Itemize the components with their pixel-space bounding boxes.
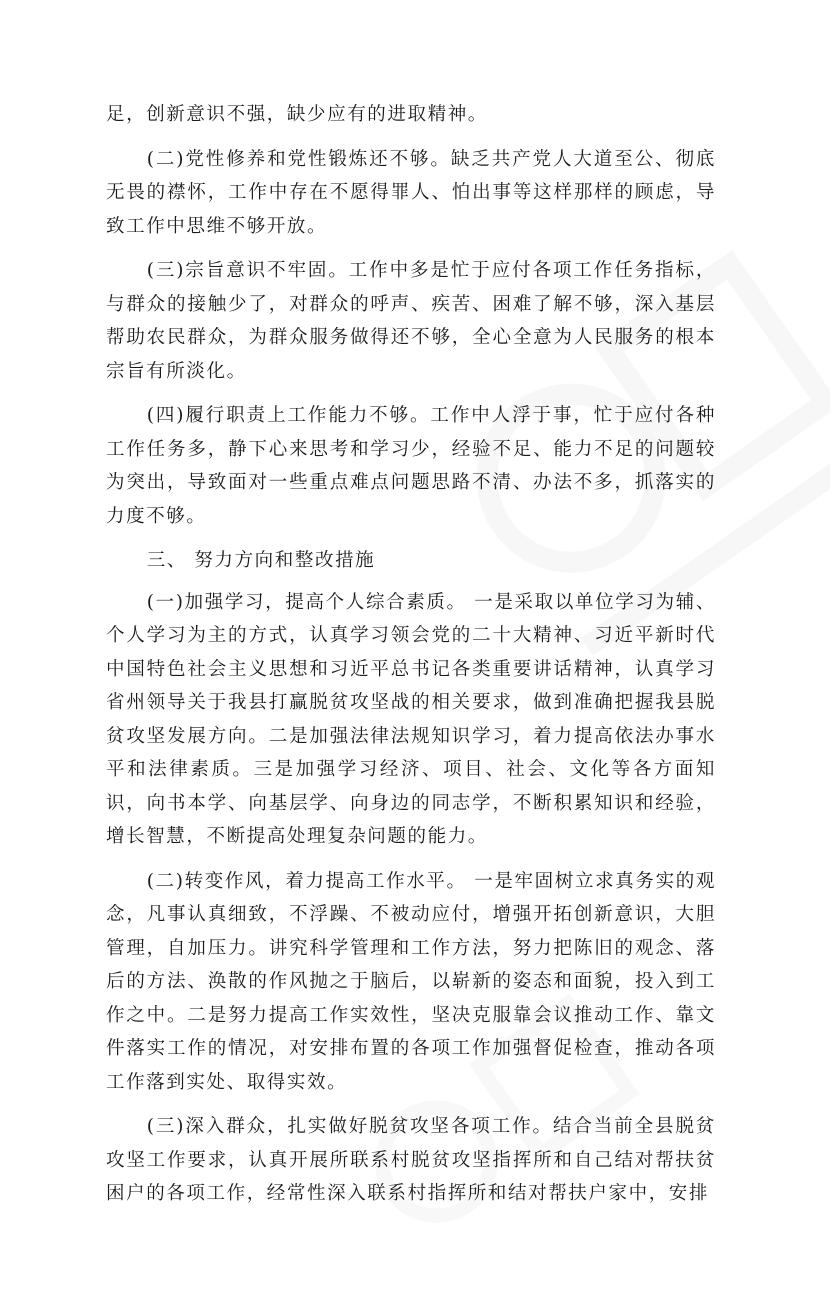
paragraph-deepen-masses: (三)深入群众，扎实做好脱贫攻坚各项工作。结合当前全县脱贫攻坚工作要求，认真开展所联系村脱贫攻坚指挥所和自己结对帮扶贫困户的各项工作，经常性深入联系村指挥所和结对帮扶户家中，安排 (106, 1116, 716, 1204)
paragraph-party-cultivation: (二)党性修养和党性锻炼还不够。缺乏共产党人大道至公、彻底无畏的襟怀，工作中存在不愿得罪人、怕出事等这样那样的顾虑，导致工作中思维不够开放。 (106, 148, 716, 237)
paragraph-change-style: (二)转变作风，着力提高工作水平。 一是牢固树立求真务实的观念，凡事认真细致，不浮躁、不被动应付，增强开拓创新意识，大胆管理，自加压力。讲究科学管理和工作方法，努力把陈旧的观念、落后的方法、涣散的作风抛之于脑后，以崭新的姿态和面貌，投入到工作之中。二是努力提高工作实效性，坚决克服靠会议推动工作、靠文件落实工作的情况，对安排布置的各项工作加强督促检查，推动各项工作落到实处、取得实效。 (106, 870, 716, 1093)
paragraph-strengthen-study: (一)加强学习，提高个人综合素质。 一是采取以单位学习为辅、个人学习为主的方式，认真学习领会党的二十大精神、习近平新时代中国特色社会主义思想和习近平总书记各类重要讲话精神，认真学习省州领导关于我县打赢脱贫攻坚战的相关要求，做到准确把握我县脱贫攻坚发展方向。二是加强法律法规知识学习，着力提高依法办事水平和法律素质。三是加强学习经济、项目、社会、文化等各方面知识，向书本学、向基层学、向身边的同志学，不断积累知识和经验，增长智慧，不断提高处理复杂问题的能力。 (106, 591, 716, 847)
section-heading-improvement: 三、 努力方向和整改措施 (146, 550, 376, 571)
document-body (106, 98, 716, 1222)
paragraph-continuation: 足，创新意识不强，缺少应有的进取精神。 (106, 104, 488, 125)
paragraph-purpose-awareness: (三)宗旨意识不牢固。工作中多是忙于应付各项工作任务指标，与群众的接触少了，对群众的呼声、疾苦、困难了解不够，深入基层帮助农民群众，为群众服务做得还不够，全心全意为人民服务的根本宗旨有所淡化。 (106, 260, 716, 382)
paragraph-duty-ability: (四)履行职责上工作能力不够。工作中人浮于事，忙于应付各种工作任务多，静下心来思考和学习少，经验不足、能力不足的问题较为突出，导致面对一些重点难点问题思路不清、办法不多，抓落实的力度不够。 (106, 405, 716, 527)
